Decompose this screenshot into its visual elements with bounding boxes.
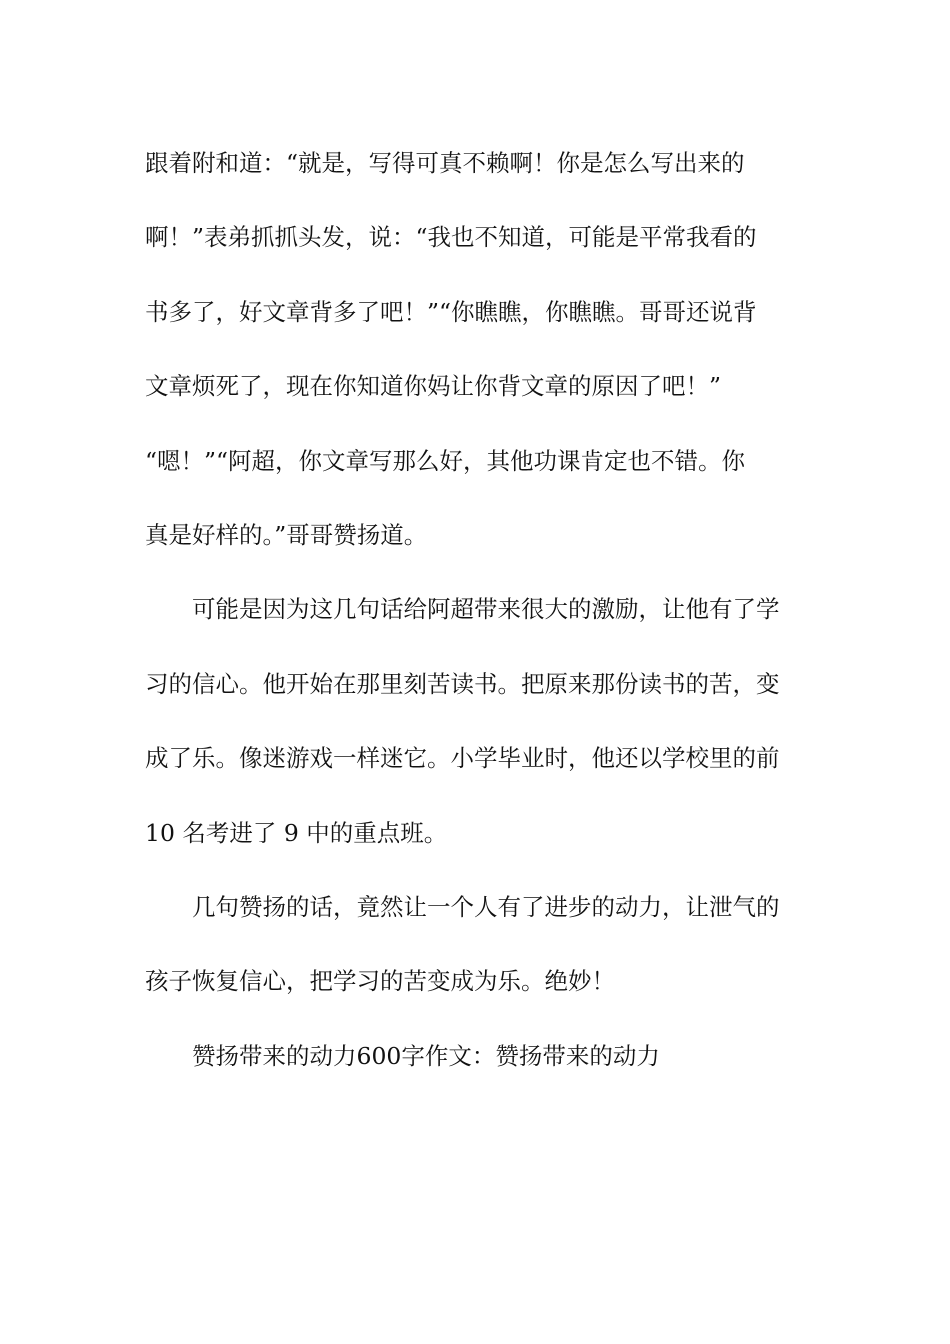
text-line: 10 名考进了 9 中的重点班。 [145,818,448,847]
paragraph-dialogue [145,126,807,572]
text-line: 孩子恢复信心，把学习的苦变成为乐。绝妙！ [145,967,615,996]
text-line: 几句赞扬的话，竟然让一个人有了进步的动力，让泄气的 [192,893,780,922]
text-line: 真是好样的。”哥哥赞扬道。 [145,521,428,550]
text-line: 可能是因为这几句话给阿超带来很大的激励，让他有了学 [192,595,780,624]
text-line: 成了乐。像迷游戏一样迷它。小学毕业时，他还以学校里的前 [145,744,780,773]
section-title: 赞扬带来的动力600字作文：赞扬带来的动力 [192,1041,660,1070]
paragraph-encouragement [145,572,807,870]
text-line: 文章烦死了，现在你知道你妈让你背文章的原因了吧！” [145,372,722,401]
text-line: “嗯！”“阿超，你文章写那么好，其他功课肯定也不错。你 [145,446,746,475]
document-body [145,126,807,1093]
text-line: 书多了，好文章背多了吧！”“你瞧瞧，你瞧瞧。哥哥还说背 [145,297,757,326]
paragraph-section-title [145,1019,807,1093]
paragraph-conclusion [145,870,807,1019]
text-line: 跟着附和道：“就是，写得可真不赖啊！你是怎么写出来的 [145,149,745,177]
text-line: 啊！”表弟抓抓头发，说：“我也不知道，可能是平常我看的 [145,223,757,252]
text-line: 习的信心。他开始在那里刻苦读书。把原来那份读书的苦，变 [145,669,780,698]
